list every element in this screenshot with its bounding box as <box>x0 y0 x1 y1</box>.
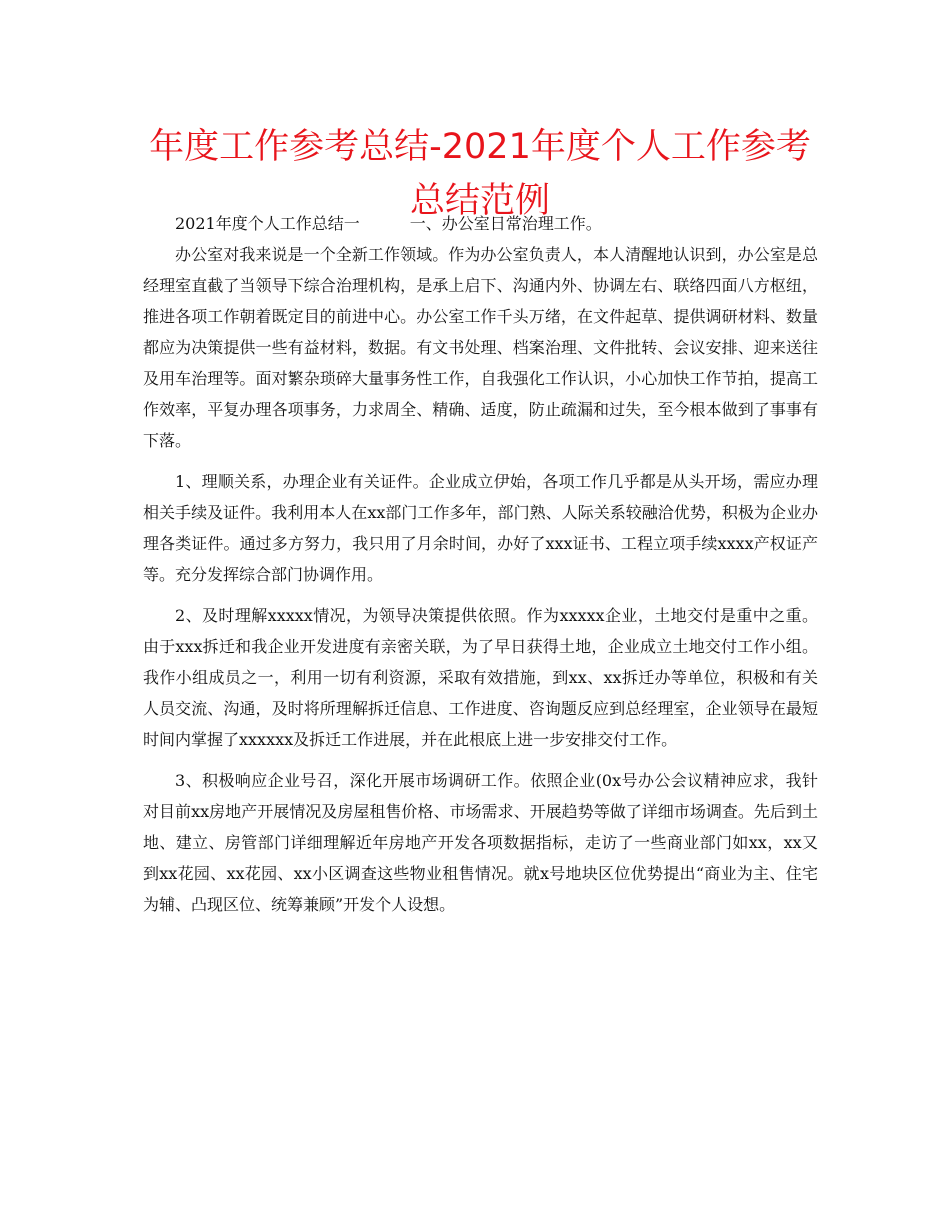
paragraph-3: 2、及时理解xxxxx情况，为领导决策提供依照。作为xxxxx企业，土地交付是重中之重。由于xxx拆迁和我企业开发进度有亲密关联，为了早日获得土地，企业成立土地交付工作小组。我作小组成员之一，利用一切有利资源，采取有效措施，到xx、xx拆迁办等单位，积极和有关人员交流、沟通，及时将所理解拆迁信息、工作进度、咨询题反应到总经理室，企业领导在最短时间内掌握了xxxxxx及拆迁工作进展，并在此根底上进一步安排交付工作。 <box>143 606 818 749</box>
paragraph-1: 办公室对我来说是一个全新工作领域。作为办公室负责人，本人清醒地认识到，办公室是总经理室直截了当领导下综合治理机构，是承上启下、沟通内外、协调左右、联络四面八方枢纽，推进各项工作朝着既定目的前进中心。办公室工作千头万绪，在文件起草、提供调研材料、数量都应为决策提供一些有益材料，数据。有文书处理、档案治理、文件批转、会议安排、迎来送往及用车治理等。面对繁杂琐碎大量事务性工作，自我强化工作认识，小心加快工作节拍，提高工作效率，平复办理各项事务，力求周全、精确、适度，防止疏漏和过失，至今根本做到了事事有下落。 <box>143 245 818 450</box>
document-title: 年度工作参考总结-2021年度个人工作参考总结范例 <box>149 127 811 221</box>
section-heading <box>143 208 818 239</box>
heading-left: 2021年度个人工作总结一 <box>175 214 360 233</box>
paragraph-4: 3、积极响应企业号召，深化开展市场调研工作。依照企业(0x号办公会议精神应求，我针对目前xx房地产开展情况及房屋租售价格、市场需求、开展趋势等做了详细市场调查。先后到土地、建立、房管部门详细理解近年房地产开发各项数据指标，走访了一些商业部门如xx，xx又到xx花园、xx花园、xx小区调查这些物业租售情况。就x号地块区位优势提出“商业为主、住宅为辅、凸现区位、统筹兼顾”开发个人设想。 <box>143 771 818 914</box>
paragraph-2: 1、理顺关系，办理企业有关证件。企业成立伊始，各项工作几乎都是从头开场，需应办理相关手续及证件。我利用本人在xx部门工作多年，部门熟、人际关系较融洽优势，积极为企业办理各类证件。通过多方努力，我只用了月余时间，办好了xxx证书、工程立项手续xxxx产权证产等。充分发挥综合部门协调作用。 <box>143 472 818 584</box>
heading-right: 一、办公室日常治理工作。 <box>409 214 602 233</box>
document-body <box>143 208 818 920</box>
